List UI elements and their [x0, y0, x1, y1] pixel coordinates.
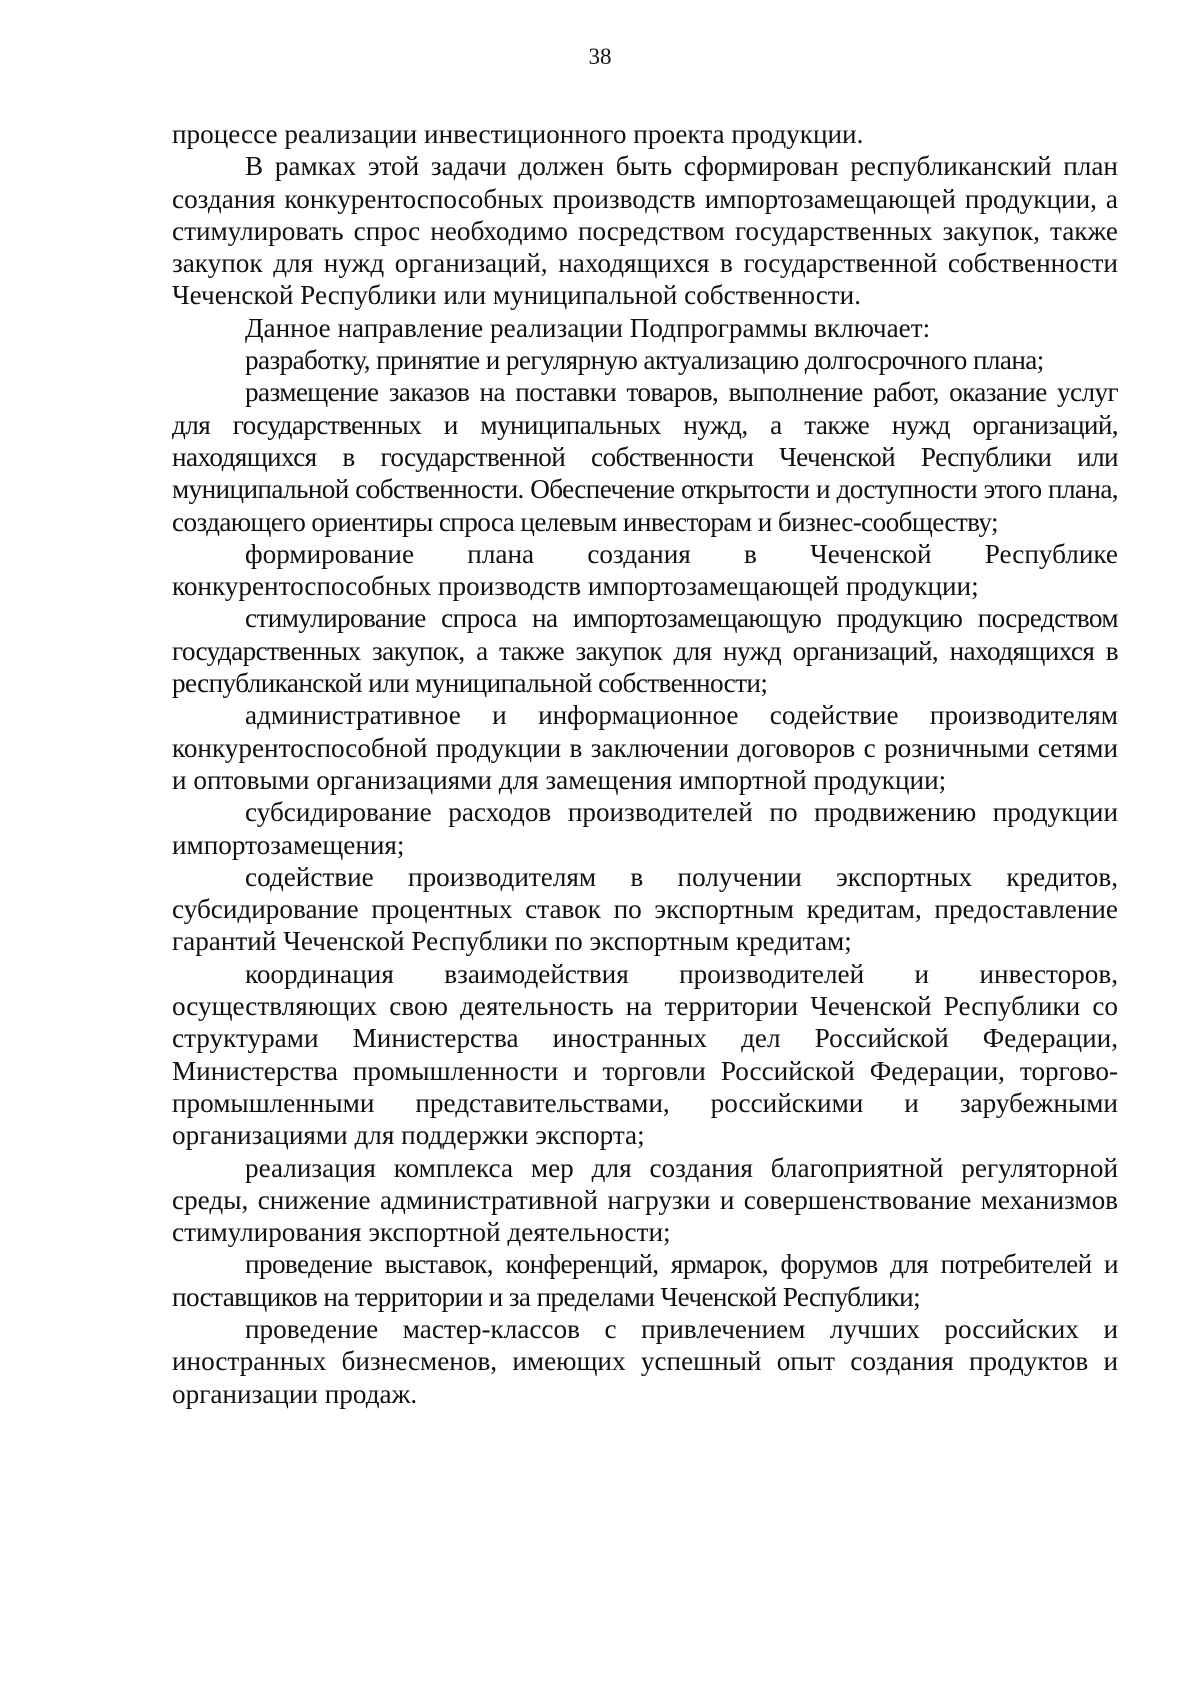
paragraph: В рамках этой задачи должен быть сформирован республиканский план создания конкурентоспособных производств импортозамещающей продукции, а стимулировать спрос необходимо посредством государственных закупок, также закупок для нужд организаций, находящихся в государственной собственности Чеченской Республики или муниципальной собственности. [172, 151, 1118, 311]
list-item: проведение мастер-классов с привлечением лучших российских и иностранных бизнесменов, имеющих успешный опыт создания продуктов и организации продаж. [172, 1313, 1118, 1409]
list-item: размещение заказов на поставки товаров, выполнение работ, оказание услуг для государственных и муниципальных нужд, а также нужд организаций, находящихся в государственной собственности Чеченской Республики или муниципальной собственности. Обеспечение открытости и доступности этого плана, создающего ориентиры спроса целевым инвесторам и бизнес-сообществу; [172, 377, 1118, 537]
list-item: субсидирование расходов производителей по продвижению продукции импортозамещения; [172, 797, 1118, 860]
list-item: административное и информационное содействие производителям конкурентоспособной продукции в заключении договоров с розничными сетями и оптовыми организациями для замещения импортной продукции; [172, 700, 1118, 795]
list-item: содействие производителям в получении экспортных кредитов, субсидирование процентных ставок по экспортным кредитам, предоставление гарантий Чеченской Республики по экспортным кредитам; [172, 861, 1118, 957]
list-item: координация взаимодействия производителей и инвесторов, осуществляющих свою деятельность на территории Чеченской Республики со структурами Министерства иностранных дел Российской Федерации, Министерства промышленности и торговли Российской Федерации, торгово-промышленными представительствами, российскими и зарубежными организациями для поддержки экспорта; [172, 958, 1118, 1151]
list-item: формирование плана создания в Чеченской Республике конкурентоспособных производств импортозамещающей продукции; [172, 538, 1118, 602]
list-item: проведение выставок, конференций, ярмарок, форумов для потребителей и поставщиков на территории и за пределами Чеченской Республики; [172, 1249, 1118, 1312]
list-item: стимулирование спроса на импортозамещающую продукцию посредством государственных закупок, а также закупок для нужд организаций, находящихся в республиканской или муниципальной собственности; [172, 603, 1118, 699]
list-item: реализация комплекса мер для создания благоприятной регуляторной среды, снижение административной нагрузки и совершенствование механизмов стимулирования экспортной деятельности; [172, 1152, 1118, 1248]
paragraph: процессе реализации инвестиционного проекта продукции. [172, 119, 864, 149]
paragraph: Данное направление реализации Подпрограммы включает: [245, 312, 931, 343]
document-body [172, 118, 1118, 1410]
page-number: 38 [588, 44, 612, 69]
list-item: разработку, принятие и регулярную актуализацию долгосрочного плана; [245, 345, 1044, 376]
